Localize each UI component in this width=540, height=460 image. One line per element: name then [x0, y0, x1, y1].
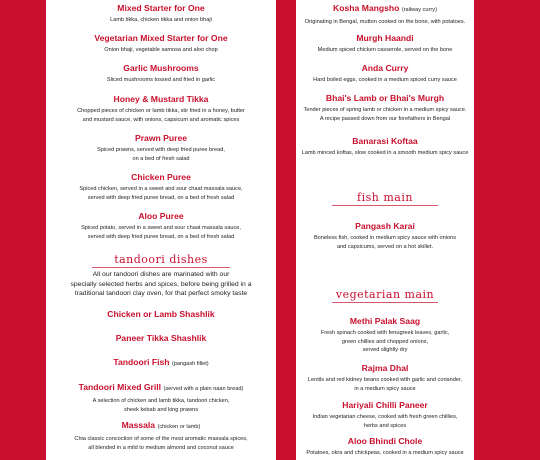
dish-title: Aloo Bhindi Chole [347, 436, 423, 446]
dish-desc: Onion bhaji, vegetable samosa and aloo chop [104, 47, 218, 53]
dish-desc: Lentils and red kidney beans cooked with garlic and coriander, in a medium spicy sauce [307, 377, 463, 392]
dish-desc: Tender pieces of spring lamb or chicken in a medium spicy sauce. A recipe passed down from our forefathers in Bengal [303, 107, 467, 122]
dish-title: Bhai's Lamb or Bhai's Murgh [325, 93, 445, 103]
menu-item-kosha-mangsho [296, 3, 474, 27]
dish-title: Anda Curry [361, 63, 409, 73]
dish-title: Garlic Mushrooms [123, 63, 199, 73]
menu-item-mixed-starter [46, 3, 276, 25]
menu-column-left [46, 0, 276, 460]
dish-desc: Chia classic concoction of some of the most aromatic massala spices, all blended in a mild to medium almond and coconut sauce [74, 436, 248, 451]
menu-item-murgh-haandi [296, 33, 474, 55]
dish-title: Tandoori Fish (pangash fillet) [113, 357, 209, 367]
dish-desc: Lamb tikka, chicken tikka and onion bhaji [110, 17, 212, 23]
dish-title: Murgh Haandi [356, 33, 414, 43]
dish-desc: Spiced potato, served in a sweet and sour chaat massala sauce, served with deep fried puree bread, on a bed of fresh salad [81, 225, 241, 240]
dish-title: Paneer Tikka Shashlik [115, 333, 207, 343]
menu-item-rajma-dhal [296, 363, 474, 393]
dish-desc: Lamb minced koftas, slow cooked in a smooth medium spicy sauce [301, 150, 469, 156]
menu-item-pangash-karai [296, 221, 474, 251]
tandoori-intro: All our tandoori dishes are marinated with our specially selected herbs and spices, before being grilled in a traditional tandoori clay oven, for that perfect smoky taste [70, 271, 252, 298]
menu-column-right [296, 0, 474, 460]
menu-item-honey-mustard-tikka [46, 94, 276, 124]
menu-item-tandoori-mixed-grill [46, 382, 276, 414]
menu-item-shashlik [46, 309, 276, 320]
menu-item-anda-curry [296, 63, 474, 85]
menu-item-aloo-bhindi-chole [296, 436, 474, 458]
dish-desc: Originating in Bengal, mutton cooked on the bone, with potatoes. [304, 19, 466, 25]
menu-item-banarasi-koftaa [296, 136, 474, 158]
menu-item-tandoori-fish [46, 357, 276, 370]
dish-title: Banarasi Koftaa [352, 136, 418, 146]
dish-desc: Spiced chicken, served in a sweet and sour chaat massala sauce, served with deep fried puree bread, on a bed of fresh salad [79, 186, 243, 201]
dish-title: Vegetarian Mixed Starter for One [94, 33, 228, 43]
dish-title: Aloo Puree [138, 211, 184, 221]
dish-title: Mixed Starter for One [117, 3, 205, 13]
menu-item-chicken-puree [46, 172, 276, 202]
section-heading-fish-main: fish main [296, 191, 474, 206]
dish-desc: Sliced mushrooms tossed and fried in garlic [106, 77, 216, 83]
dish-desc: Fresh spinach cooked with fenugreek leaves, garlic, green chillies and chopped onions, served slightly dry [320, 330, 450, 354]
dish-desc: Chopped pieces of chicken or lamb tikka, stir fried in a honey, butter and mustard sauce, with onions, capsicum and aromatic spices [77, 108, 245, 123]
menu-item-paneer-shashlik [46, 333, 276, 344]
dish-title: Kosha Mangsho (railway curry) [333, 3, 437, 13]
dish-title: Methi Palak Saag [349, 316, 421, 326]
menu-item-prawn-puree [46, 133, 276, 163]
dish-title: Chicken or Lamb Shashlik [107, 309, 215, 319]
dish-desc: Boneless fish, cooked in medium spicy sauce with onions and capsicums, served on a hot skillet. [313, 235, 457, 250]
dish-title: Rajma Dhal [361, 363, 409, 373]
menu-item-massala [46, 420, 276, 452]
dish-title: Pangash Karai [355, 221, 415, 231]
menu-item-veg-mixed-starter [46, 33, 276, 55]
section-heading-tandoori: tandoori dishes [46, 253, 276, 268]
menu-item-garlic-mushrooms [46, 63, 276, 85]
dish-title: Massala (chicken or lamb) [121, 420, 201, 430]
dish-title: Honey & Mustard Tikka [113, 94, 209, 104]
dish-desc: Indian vegetarian cheese, cooked with fresh green chillies, herbs and spices [312, 414, 458, 429]
dish-title: Chicken Puree [131, 172, 191, 182]
dish-desc: Potatoes, okra and chickpeas, cooked in a medium spicy sauce [306, 450, 464, 456]
dish-desc: Hard boiled eggs, cooked in a medium spiced curry sauce [313, 77, 457, 83]
dish-desc: Spiced prawns, served with deep fried puree bread, on a bed of fresh salad [97, 147, 225, 162]
dish-desc: Medium spiced chicken casserole, served on the bone [317, 47, 453, 53]
dish-title: Prawn Puree [134, 133, 188, 143]
dish-title: Tandoori Mixed Grill (served with a plain naan bread) [78, 382, 244, 392]
menu-item-hariyali-chilli-paneer [296, 400, 474, 430]
menu-item-methi-palak-saag [296, 316, 474, 355]
section-heading-vegetarian-main: vegetarian main [296, 288, 474, 303]
dish-title: Hariyali Chilli Paneer [342, 400, 428, 410]
menu-item-aloo-puree [46, 211, 276, 241]
dish-desc: A selection of chicken and lamb tikka, tandoori chicken, sheek kebab and king prawns [92, 398, 230, 413]
menu-item-bhais-lamb [296, 93, 474, 123]
